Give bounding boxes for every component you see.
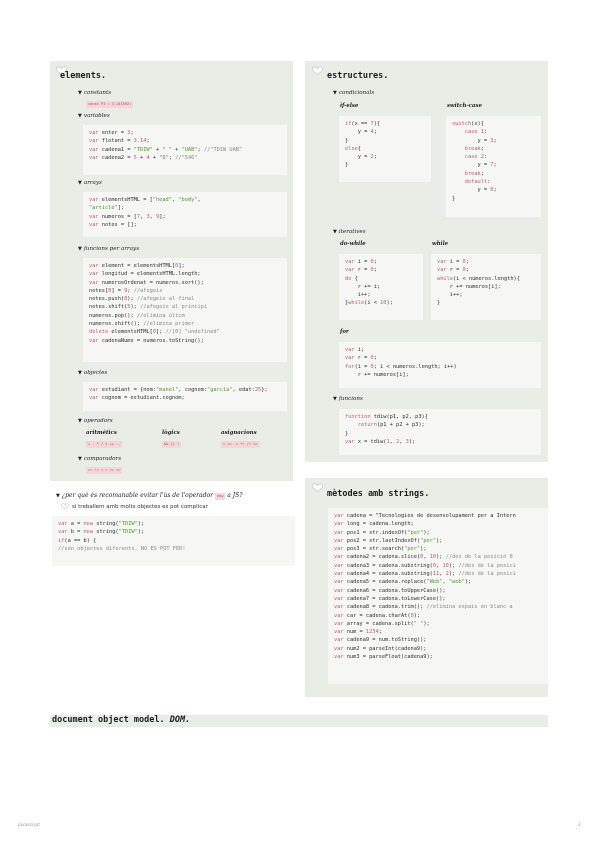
code-line: case 1: — [464, 129, 488, 136]
code-line: var pos2 = str.lastIndexOf("per"); — [334, 537, 443, 544]
code-line: var array = cadena.split(" "); — [334, 620, 430, 627]
code-line: var longitud = elementsHTML.length; — [89, 271, 201, 278]
code-line: var cadena8 = cadena.trim(); //elimina espais en blanc a — [334, 604, 513, 611]
code-line: if(a == b) { — [58, 537, 97, 544]
code-line: var num = 1234; — [334, 629, 382, 636]
code-line: notes[0] = 9; //afegeix — [89, 287, 163, 294]
code-line: case 2: — [464, 154, 488, 161]
toggle-variables[interactable]: ▼ variables — [78, 113, 110, 119]
code-metodes — [328, 508, 548, 684]
code-line: var numerosOrdenat = numeros.sort(); — [89, 279, 204, 286]
code-ifelse — [339, 116, 431, 182]
toggle-funcions-arrays[interactable]: ▼ funcions per arrays — [78, 246, 140, 252]
heart-icon — [312, 66, 323, 76]
toggle-arrays[interactable]: ▼ arrays — [78, 180, 102, 186]
code-line: notes.shift(5); //afegeix al principi — [89, 304, 208, 311]
code-line: var cadena7 = cadena.toLowerCase(); — [334, 595, 446, 602]
code-line: var numeros = [7, 3, 9]; — [89, 213, 166, 220]
code-objectes — [83, 382, 287, 411]
code-line: if(x == 7){ — [345, 121, 381, 127]
code-line: delete elementsHTML[0]; //[0] "undefined" — [89, 329, 220, 336]
code-funcions — [339, 409, 541, 455]
code-line: else{ — [345, 145, 361, 152]
code-line: numeros.pop(); //elimina últim — [89, 312, 185, 319]
question-post: a JS? — [227, 492, 243, 499]
code-line: "article"]; — [89, 205, 125, 212]
code-line: var r = 0; — [345, 267, 377, 274]
code-line: y = 2; — [345, 154, 377, 161]
op-aritmetics-title: aritmètics — [86, 430, 117, 436]
toggle-operadors[interactable]: ▼ operadors — [78, 418, 113, 424]
toggle-iteratives[interactable]: ▼ iteratives — [333, 229, 366, 235]
footer-left: javascript — [18, 823, 40, 828]
comparadors-pill: == != > < >= <= — [88, 468, 121, 472]
code-line: var b = new string("TDIW"); — [58, 529, 145, 536]
code-line: var pos3 = str.search("per"); — [334, 546, 427, 553]
code-line: var cadena4 = cadena.substring(11, 2); //des de la posici — [334, 571, 516, 578]
toggle-funcions[interactable]: ▼ funcions — [333, 396, 363, 402]
question-pre: ¿per què és recomanable evitar l'ús de l'operador — [61, 492, 213, 499]
code-line: var cadena1 = "TDIW" + " " + "UAB"; //"TDIW UAB" — [89, 146, 243, 153]
code-line: var cadena5 = cadena.replace("Web", "web"); — [334, 579, 472, 586]
code-while — [431, 254, 541, 320]
code-line: var i = 0; — [437, 259, 469, 265]
toggle-label: constants — [83, 90, 112, 96]
code-line: //són objectes diferents, NO ES POT FER! — [58, 545, 186, 552]
toggle-label: condicionals — [338, 90, 375, 96]
dom-title — [52, 715, 190, 725]
estructures-title: estructures. — [327, 71, 389, 81]
toggle-question[interactable]: ▼ ¿per què és recomanable evitar l'ús de l'operador new a JS? — [56, 492, 243, 499]
code-line: r += numeros[i]; — [437, 283, 501, 290]
code-line: } — [345, 162, 349, 169]
op-asignacions-pill: = += -= *= /= %= — [223, 442, 258, 446]
const-pill: const PI = 3.141592; — [88, 102, 132, 106]
code-line: var x = tdiw(1, 2, 3); — [345, 438, 416, 445]
for-title: for — [340, 329, 349, 335]
code-for — [339, 342, 541, 388]
code-line: var notes = []; — [89, 221, 137, 228]
dom-title-text: document object model. — [52, 715, 165, 725]
code-line: var flotant = 3.14; — [89, 138, 150, 145]
toggle-label: variables — [83, 113, 110, 119]
code-line: y = 0; — [452, 187, 497, 194]
code-question — [52, 516, 295, 566]
code-line: var elementsHTML = ["head", "body", — [89, 197, 201, 203]
code-line: var cadena2 = 5 + 4 + "6"; //"546" — [89, 154, 198, 161]
code-line: } — [437, 300, 441, 307]
code-switchcase — [446, 116, 541, 217]
dom-title-em: DOM. — [169, 715, 191, 725]
code-line: } — [345, 430, 349, 437]
code-line: var i; — [345, 347, 365, 353]
code-line: function tdiw(p1, p2, p3){ — [345, 414, 428, 420]
code-line: var long = cadena.length; — [334, 521, 414, 528]
code-line: var cadena6 = cadena.toUpperCase(); — [334, 587, 446, 594]
footer-page-number: 2 — [578, 823, 581, 828]
code-line: var cadena = "Tecnologies de desenvolupament per a Intern — [334, 513, 516, 519]
code-line: var cadena3 = cadena.substring(0, 10); //des de la posici — [334, 562, 516, 569]
code-line: y = 7; — [452, 162, 497, 169]
ifelse-title: if-else — [340, 103, 359, 109]
code-line: var cadenaNums = numeros.toString(); — [89, 337, 204, 344]
code-line: break; — [464, 170, 484, 177]
code-line: while(i < numeros.length){ — [437, 275, 520, 282]
toggle-label: objectes — [83, 370, 108, 376]
toggle-label: comparadors — [83, 456, 122, 462]
code-line: var r = 0; — [437, 267, 469, 274]
op-asignacions-title: asignacions — [221, 430, 257, 436]
while-title: while — [432, 241, 449, 247]
toggle-objectes[interactable]: ▼ objectes — [78, 370, 108, 376]
code-line: i++; — [345, 292, 371, 299]
toggle-comparadors[interactable]: ▼ comparadors — [78, 456, 122, 462]
code-line: switch(x){ — [452, 121, 484, 127]
toggle-label: iteratives — [338, 229, 366, 235]
elements-title: elements. — [60, 71, 107, 81]
code-variables — [83, 125, 287, 175]
code-dowhile — [339, 254, 423, 320]
toggle-condicionals[interactable]: ▼ condicionals — [333, 90, 375, 96]
code-arrays — [83, 192, 287, 237]
toggle-constants[interactable]: ▼ constants — [78, 90, 112, 96]
code-line: var num2 = parseInt(cadena9); — [334, 645, 427, 652]
op-aritmetics-pill: + - * / % ++ -- — [88, 442, 121, 446]
code-line: return(p1 + p2 + p3); — [357, 422, 425, 429]
code-line: var estudiant = {nom:"manel", cognom:"garcia", edat:25}; — [89, 387, 268, 393]
code-line: break; — [464, 145, 484, 152]
code-line: } — [452, 195, 456, 202]
code-line: numeros.shift(); //elimina primer — [89, 321, 195, 328]
switchcase-title: switch-case — [447, 103, 482, 109]
heart-icon — [61, 503, 69, 510]
code-line: r += numeros[i]; — [345, 371, 409, 378]
code-line: r += i; — [345, 283, 381, 290]
code-funcions-arrays — [83, 258, 287, 362]
code-line: for(i = 0; i < numeros.length; i++) — [345, 363, 457, 370]
code-line: }while(i < 10); — [345, 300, 393, 307]
code-line: var num3 = parseFloat(cadena9); — [334, 654, 433, 661]
question-note: si treballem amb molts objectes es pot complicar — [72, 504, 208, 510]
code-line: do { — [345, 275, 358, 282]
code-line: var cadena2 = cadena.slice(0, 10); //des de la posició 0 — [334, 554, 513, 561]
code-line: var car = cadena.charAt(0); — [334, 612, 421, 619]
code-line: var pos1 = str.indexOf("per"); — [334, 529, 430, 536]
metodes-title: mètodes amb strings. — [327, 489, 430, 499]
toggle-label: funcions per arrays — [83, 246, 140, 252]
code-line: y = 4; — [345, 129, 377, 136]
dowhile-title: do-while — [340, 241, 366, 247]
new-pill: new — [216, 494, 224, 498]
code-line: var element = elementsHTML[0]; — [89, 263, 185, 269]
op-logics-pill: && || ! — [164, 442, 180, 446]
heart-icon — [312, 483, 323, 493]
code-line: var a = new string("TDIW"); — [58, 521, 145, 527]
code-line: y = 3; — [452, 137, 497, 144]
code-line: var cognom = estudiant.cognom; — [89, 395, 185, 402]
code-line: default: — [464, 179, 491, 186]
code-line: var r = 0; — [345, 355, 377, 362]
toggle-label: funcions — [338, 396, 363, 402]
toggle-label: arrays — [83, 180, 102, 186]
toggle-label: operadors — [83, 418, 113, 424]
code-line: var i = 0; — [345, 259, 377, 265]
code-line: var cadena9 = num.toString(); — [334, 637, 427, 644]
code-line: notes.push(8); //afegeix al final — [89, 296, 195, 303]
op-logics-title: lògics — [162, 430, 180, 436]
code-line: var enter = 3; — [89, 130, 134, 136]
code-line: i++; — [437, 292, 463, 299]
code-line: } — [345, 137, 349, 144]
